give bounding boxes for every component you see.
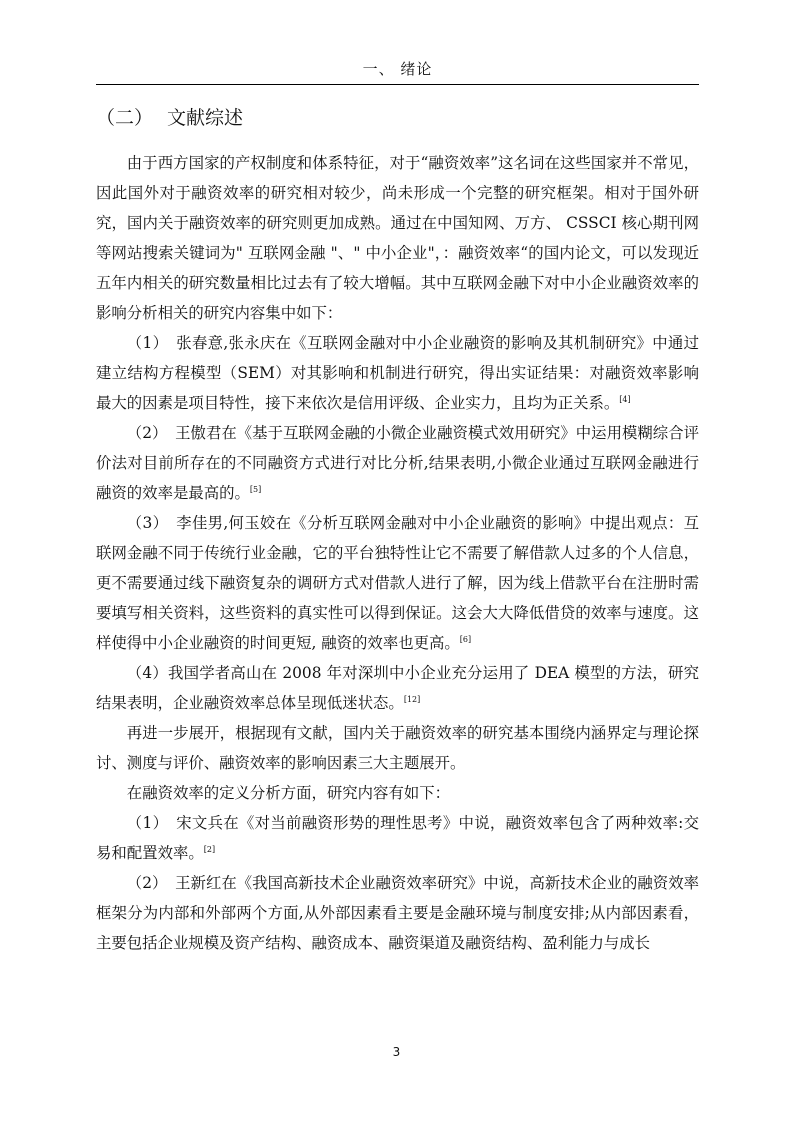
page-number: 3: [392, 1045, 401, 1059]
paragraph-text: （1） 宋文兵在《对当前融资形势的理性思考》中说，融资效率包含了两种效率:交易和配置效率。: [96, 814, 699, 862]
paragraph: [96, 778, 699, 808]
section-number: （二）: [96, 107, 154, 129]
paragraph-text: （4）我国学者高山在 2008 年对深圳中小企业充分运用了 DEA 模型的方法，研究结果表明，企业融资效率总体呈现低迷状态。: [96, 664, 699, 712]
paragraph: [96, 808, 699, 868]
paragraph: [96, 418, 699, 508]
citation: [4]: [619, 395, 631, 404]
paragraph-text: 在融资效率的定义分析方面，研究内容有如下：: [126, 784, 451, 802]
citation: [2]: [203, 845, 216, 854]
paragraph: [96, 718, 699, 778]
section-heading: [96, 103, 243, 130]
header-rule: [96, 84, 699, 85]
paragraph-text: （2） 王傲君在《基于互联网金融的小微企业融资模式效用研究》中运用模糊综合评价法对目前所存在的不同融资方式进行对比分析,结果表明,小微企业通过互联网金融进行融资的效率是最高的。: [96, 424, 699, 502]
body-text: [96, 148, 699, 958]
section-title: 文献综述: [167, 107, 244, 129]
paragraph: [96, 868, 699, 958]
paragraph: [96, 328, 699, 418]
paragraph-text: （2） 王新红在《我国高新技术企业融资效率研究》中说，高新技术企业的融资效率框架分为内部和外部两个方面,从外部因素看主要是金融环境与制度安排;从内部因素看，主要包括企业规模及资产结构、融资成本、融资渠道及融资结构、盈利能力与成长: [96, 874, 699, 952]
paragraph: [96, 508, 699, 658]
citation: [5]: [249, 485, 262, 494]
paragraph-text: （1） 张春意,张永庆在《互联网金融对中小企业融资的影响及其机制研究》中通过建立结构方程模型（SEM）对其影响和机制进行研究，得出实证结果：对融资效率影响最大的因素是项目特性，接下来依次是信用评级、企业实力，且均为正关系。: [96, 334, 699, 412]
citation: [12]: [403, 695, 421, 704]
citation: [6]: [459, 635, 472, 644]
paragraph: [96, 148, 699, 328]
paragraph-text: （3） 李佳男,何玉姣在《分析互联网金融对中小企业融资的影响》中提出观点：互联网金融不同于传统行业金融，它的平台独特性让它不需要了解借款人过多的个人信息，更不需要通过线下融资复杂的调研方式对借款人进行了解，因为线上借款平台在注册时需要填写相关资料，这些资料的真实性可以得到保证。这会大大降低借贷的效率与速度。这样使得中小企业融资的时间更短, 融资的效率也更高。: [96, 514, 699, 652]
page-header-title: 一、 绪论: [362, 60, 433, 78]
paragraph: [96, 658, 699, 718]
paragraph-text: 由于西方国家的产权制度和体系特征，对于“融资效率”这名词在这些国家并不常见，因此国外对于融资效率的研究相对较少，尚未形成一个完整的研究框架。相对于国外研究，国内关于融资效率的研究则更加成熟。通过在中国知网、万方、 CSSCI 核心期刊网等网站搜索关键词为" 互联网金融 "、" 中小企业"，：融资效率“的国内论文，可以发现近五年内相关的研究数量相比过去有了较大增幅。其中互联网金融下对中小企业融资效率的影响分析相关的研究内容集中如下：: [96, 154, 699, 322]
paragraph-text: 再进一步展开，根据现有文献，国内关于融资效率的研究基本围绕内涵界定与理论探讨、测度与评价、融资效率的影响因素三大主题展开。: [96, 724, 699, 772]
